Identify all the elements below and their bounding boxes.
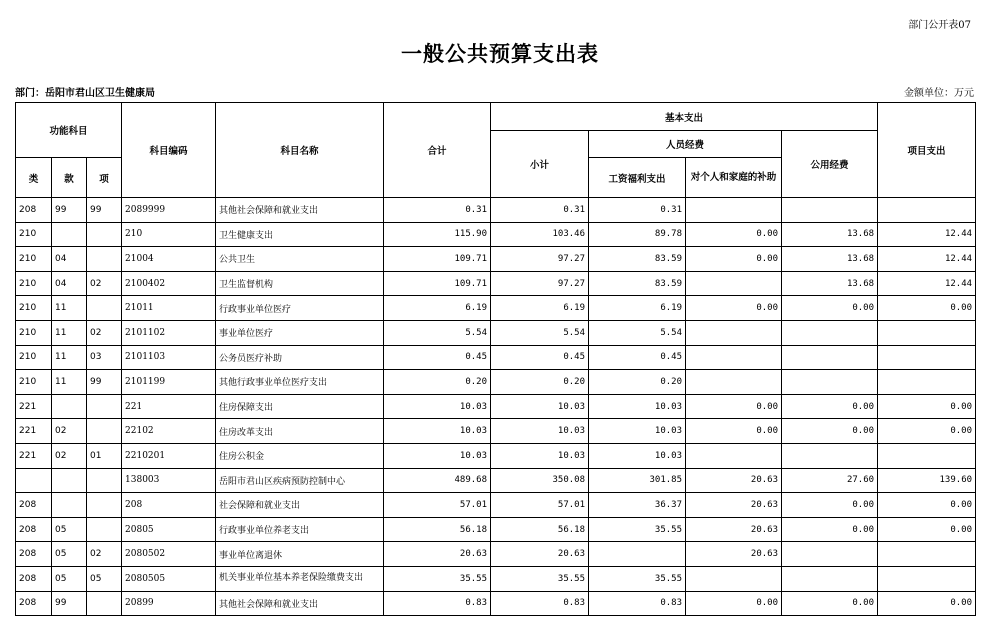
cell-xiang: [87, 517, 122, 542]
cell-name: 其他社会保障和就业支出: [216, 198, 384, 223]
cell-code: 2210201: [122, 443, 216, 468]
cell-project: [878, 443, 976, 468]
cell-salary: 36.37: [589, 493, 686, 518]
cell-project: [878, 320, 976, 345]
table-row: [16, 320, 976, 345]
cell-xiang: 99: [87, 198, 122, 223]
table-row: [16, 296, 976, 321]
cell-xiang: 99: [87, 370, 122, 395]
cell-kuan: 11: [52, 320, 87, 345]
cell-total: 56.18: [384, 517, 491, 542]
cell-code: 2080505: [122, 566, 216, 591]
table-row: [16, 443, 976, 468]
cell-subsidy: 20.63: [686, 493, 782, 518]
cell-salary: 0.45: [589, 345, 686, 370]
cell-public: 13.68: [782, 247, 878, 272]
cell-lei: 210: [16, 247, 52, 272]
cell-salary: 5.54: [589, 320, 686, 345]
cell-xiang: 02: [87, 542, 122, 567]
cell-subsidy: [686, 443, 782, 468]
cell-salary: 10.03: [589, 394, 686, 419]
header-public: 公用经费: [782, 131, 878, 198]
cell-subsidy: [686, 271, 782, 296]
cell-project: 0.00: [878, 296, 976, 321]
cell-code: 221: [122, 394, 216, 419]
cell-lei: 210: [16, 296, 52, 321]
cell-kuan: 11: [52, 370, 87, 395]
cell-public: 0.00: [782, 517, 878, 542]
cell-code: 22102: [122, 419, 216, 444]
cell-lei: [16, 468, 52, 493]
cell-lei: 210: [16, 222, 52, 247]
cell-total: 109.71: [384, 247, 491, 272]
cell-public: [782, 370, 878, 395]
cell-subsidy: 0.00: [686, 591, 782, 616]
table-body: [16, 198, 976, 616]
cell-project: 12.44: [878, 271, 976, 296]
cell-name: 事业单位医疗: [216, 320, 384, 345]
cell-subsidy: 0.00: [686, 247, 782, 272]
table-row: [16, 419, 976, 444]
cell-public: 0.00: [782, 419, 878, 444]
cell-salary: 10.03: [589, 419, 686, 444]
cell-subsidy: 20.63: [686, 542, 782, 567]
table-row: [16, 198, 976, 223]
table-row: [16, 345, 976, 370]
cell-project: [878, 345, 976, 370]
header-basic: 基本支出: [491, 103, 878, 131]
cell-name: 其他社会保障和就业支出: [216, 591, 384, 616]
cell-project: [878, 566, 976, 591]
cell-public: 13.68: [782, 271, 878, 296]
cell-name: 卫生监督机构: [216, 271, 384, 296]
cell-xiang: [87, 419, 122, 444]
cell-name: 行政事业单位养老支出: [216, 517, 384, 542]
cell-project: 0.00: [878, 591, 976, 616]
cell-xiang: [87, 493, 122, 518]
table-row: [16, 542, 976, 567]
cell-project: 0.00: [878, 517, 976, 542]
header-project: 项目支出: [878, 103, 976, 198]
cell-total: 10.03: [384, 419, 491, 444]
cell-total: 6.19: [384, 296, 491, 321]
header-func: 功能科目: [16, 103, 122, 158]
cell-xiang: [87, 591, 122, 616]
cell-code: 2101199: [122, 370, 216, 395]
cell-name: 住房保障支出: [216, 394, 384, 419]
table-row: [16, 271, 976, 296]
cell-lei: 221: [16, 419, 52, 444]
cell-name: 住房公积金: [216, 443, 384, 468]
cell-salary: [589, 542, 686, 567]
cell-lei: 208: [16, 198, 52, 223]
cell-subtotal: 350.08: [491, 468, 589, 493]
cell-total: 10.03: [384, 394, 491, 419]
cell-total: 5.54: [384, 320, 491, 345]
cell-xiang: [87, 222, 122, 247]
table-row: [16, 517, 976, 542]
cell-code: 2100402: [122, 271, 216, 296]
cell-code: 2101103: [122, 345, 216, 370]
cell-subsidy: [686, 198, 782, 223]
cell-total: 0.31: [384, 198, 491, 223]
cell-project: [878, 370, 976, 395]
cell-subsidy: 20.63: [686, 517, 782, 542]
cell-xiang: [87, 296, 122, 321]
header-personnel: 人员经费: [589, 131, 782, 158]
form-number: 部门公开表07: [908, 20, 971, 31]
cell-subtotal: 35.55: [491, 566, 589, 591]
cell-salary: 0.31: [589, 198, 686, 223]
table-row: [16, 247, 976, 272]
cell-subsidy: [686, 566, 782, 591]
cell-salary: 35.55: [589, 566, 686, 591]
cell-kuan: 11: [52, 345, 87, 370]
cell-project: [878, 542, 976, 567]
header-total: 合计: [384, 103, 491, 198]
cell-code: 2080502: [122, 542, 216, 567]
cell-code: 2089999: [122, 198, 216, 223]
cell-total: 109.71: [384, 271, 491, 296]
cell-total: 10.03: [384, 443, 491, 468]
cell-public: 0.00: [782, 493, 878, 518]
cell-code: 21011: [122, 296, 216, 321]
cell-subtotal: 0.45: [491, 345, 589, 370]
cell-public: [782, 542, 878, 567]
cell-public: 0.00: [782, 296, 878, 321]
cell-code: 208: [122, 493, 216, 518]
cell-subtotal: 0.83: [491, 591, 589, 616]
cell-kuan: [52, 394, 87, 419]
cell-xiang: [87, 247, 122, 272]
cell-total: 0.20: [384, 370, 491, 395]
cell-subsidy: 20.63: [686, 468, 782, 493]
table-row: [16, 493, 976, 518]
cell-salary: 10.03: [589, 443, 686, 468]
cell-public: 13.68: [782, 222, 878, 247]
cell-public: [782, 345, 878, 370]
cell-name: 公务员医疗补助: [216, 345, 384, 370]
cell-subsidy: 0.00: [686, 222, 782, 247]
cell-xiang: 05: [87, 566, 122, 591]
cell-lei: 221: [16, 394, 52, 419]
cell-subsidy: 0.00: [686, 296, 782, 321]
cell-subtotal: 5.54: [491, 320, 589, 345]
department-label: 部门：岳阳市君山区卫生健康局: [15, 88, 155, 99]
header-lei: 类: [16, 158, 52, 198]
table-row: [16, 222, 976, 247]
header-name: 科目名称: [216, 103, 384, 198]
cell-public: 0.00: [782, 591, 878, 616]
cell-kuan: 02: [52, 419, 87, 444]
cell-subtotal: 97.27: [491, 247, 589, 272]
cell-public: 0.00: [782, 394, 878, 419]
cell-kuan: 99: [52, 198, 87, 223]
table-row: [16, 591, 976, 616]
cell-kuan: 04: [52, 247, 87, 272]
cell-subtotal: 0.31: [491, 198, 589, 223]
cell-name: 住房改革支出: [216, 419, 384, 444]
cell-total: 489.68: [384, 468, 491, 493]
cell-subsidy: [686, 320, 782, 345]
cell-salary: 0.20: [589, 370, 686, 395]
cell-kuan: 11: [52, 296, 87, 321]
cell-name: 岳阳市君山区疾病预防控制中心: [216, 468, 384, 493]
header-code: 科目编码: [122, 103, 216, 198]
cell-project: 12.44: [878, 247, 976, 272]
cell-total: 35.55: [384, 566, 491, 591]
unit-label: 金额单位：万元: [904, 88, 974, 99]
header-salary: 工资福利支出: [589, 158, 686, 198]
cell-total: 57.01: [384, 493, 491, 518]
cell-xiang: [87, 468, 122, 493]
cell-project: 0.00: [878, 419, 976, 444]
cell-subsidy: [686, 345, 782, 370]
cell-subtotal: 10.03: [491, 394, 589, 419]
cell-subtotal: 10.03: [491, 419, 589, 444]
cell-subtotal: 57.01: [491, 493, 589, 518]
cell-kuan: 99: [52, 591, 87, 616]
header-subsidy: 对个人和家庭的补助: [686, 158, 782, 198]
cell-code: 210: [122, 222, 216, 247]
cell-name: 其他行政事业单位医疗支出: [216, 370, 384, 395]
cell-public: 27.60: [782, 468, 878, 493]
cell-public: [782, 566, 878, 591]
cell-xiang: 03: [87, 345, 122, 370]
header-xiang: 项: [87, 158, 122, 198]
cell-lei: 208: [16, 591, 52, 616]
cell-salary: 6.19: [589, 296, 686, 321]
cell-public: [782, 443, 878, 468]
cell-salary: 301.85: [589, 468, 686, 493]
cell-subtotal: 0.20: [491, 370, 589, 395]
cell-name: 公共卫生: [216, 247, 384, 272]
cell-kuan: 02: [52, 443, 87, 468]
cell-lei: 210: [16, 271, 52, 296]
cell-project: 12.44: [878, 222, 976, 247]
cell-total: 0.83: [384, 591, 491, 616]
cell-kuan: 04: [52, 271, 87, 296]
page-title: 一般公共预算支出表: [401, 41, 599, 66]
cell-lei: 210: [16, 345, 52, 370]
cell-total: 0.45: [384, 345, 491, 370]
cell-code: 2101102: [122, 320, 216, 345]
header-kuan: 款: [52, 158, 87, 198]
cell-subtotal: 103.46: [491, 222, 589, 247]
cell-xiang: 02: [87, 320, 122, 345]
cell-public: [782, 198, 878, 223]
cell-name: 事业单位离退休: [216, 542, 384, 567]
cell-kuan: [52, 222, 87, 247]
cell-name: 卫生健康支出: [216, 222, 384, 247]
header-subtotal: 小计: [491, 131, 589, 198]
cell-total: 115.90: [384, 222, 491, 247]
cell-name: 机关事业单位基本养老保险缴费支出: [216, 566, 384, 591]
cell-lei: 208: [16, 517, 52, 542]
cell-subsidy: 0.00: [686, 394, 782, 419]
cell-subsidy: [686, 370, 782, 395]
table-row: [16, 566, 976, 591]
cell-lei: 210: [16, 320, 52, 345]
cell-name: 社会保障和就业支出: [216, 493, 384, 518]
cell-lei: 208: [16, 566, 52, 591]
cell-salary: 83.59: [589, 271, 686, 296]
cell-code: 21004: [122, 247, 216, 272]
cell-subtotal: 97.27: [491, 271, 589, 296]
cell-code: 20805: [122, 517, 216, 542]
cell-xiang: 01: [87, 443, 122, 468]
cell-lei: 210: [16, 370, 52, 395]
cell-subtotal: 10.03: [491, 443, 589, 468]
cell-kuan: 05: [52, 542, 87, 567]
cell-salary: 83.59: [589, 247, 686, 272]
cell-name: 行政事业单位医疗: [216, 296, 384, 321]
budget-table: [15, 102, 976, 616]
cell-lei: 221: [16, 443, 52, 468]
cell-salary: 35.55: [589, 517, 686, 542]
cell-project: 0.00: [878, 493, 976, 518]
table-row: [16, 370, 976, 395]
cell-subtotal: 56.18: [491, 517, 589, 542]
cell-total: 20.63: [384, 542, 491, 567]
cell-subsidy: 0.00: [686, 419, 782, 444]
table-row: [16, 468, 976, 493]
cell-project: [878, 198, 976, 223]
cell-project: 139.60: [878, 468, 976, 493]
cell-subtotal: 6.19: [491, 296, 589, 321]
cell-code: 20899: [122, 591, 216, 616]
cell-code: 138003: [122, 468, 216, 493]
cell-kuan: [52, 493, 87, 518]
cell-xiang: 02: [87, 271, 122, 296]
cell-kuan: 05: [52, 517, 87, 542]
table-row: [16, 394, 976, 419]
cell-xiang: [87, 394, 122, 419]
cell-public: [782, 320, 878, 345]
cell-project: 0.00: [878, 394, 976, 419]
cell-salary: 89.78: [589, 222, 686, 247]
cell-lei: 208: [16, 542, 52, 567]
cell-subtotal: 20.63: [491, 542, 589, 567]
cell-kuan: [52, 468, 87, 493]
cell-salary: 0.83: [589, 591, 686, 616]
cell-lei: 208: [16, 493, 52, 518]
cell-kuan: 05: [52, 566, 87, 591]
